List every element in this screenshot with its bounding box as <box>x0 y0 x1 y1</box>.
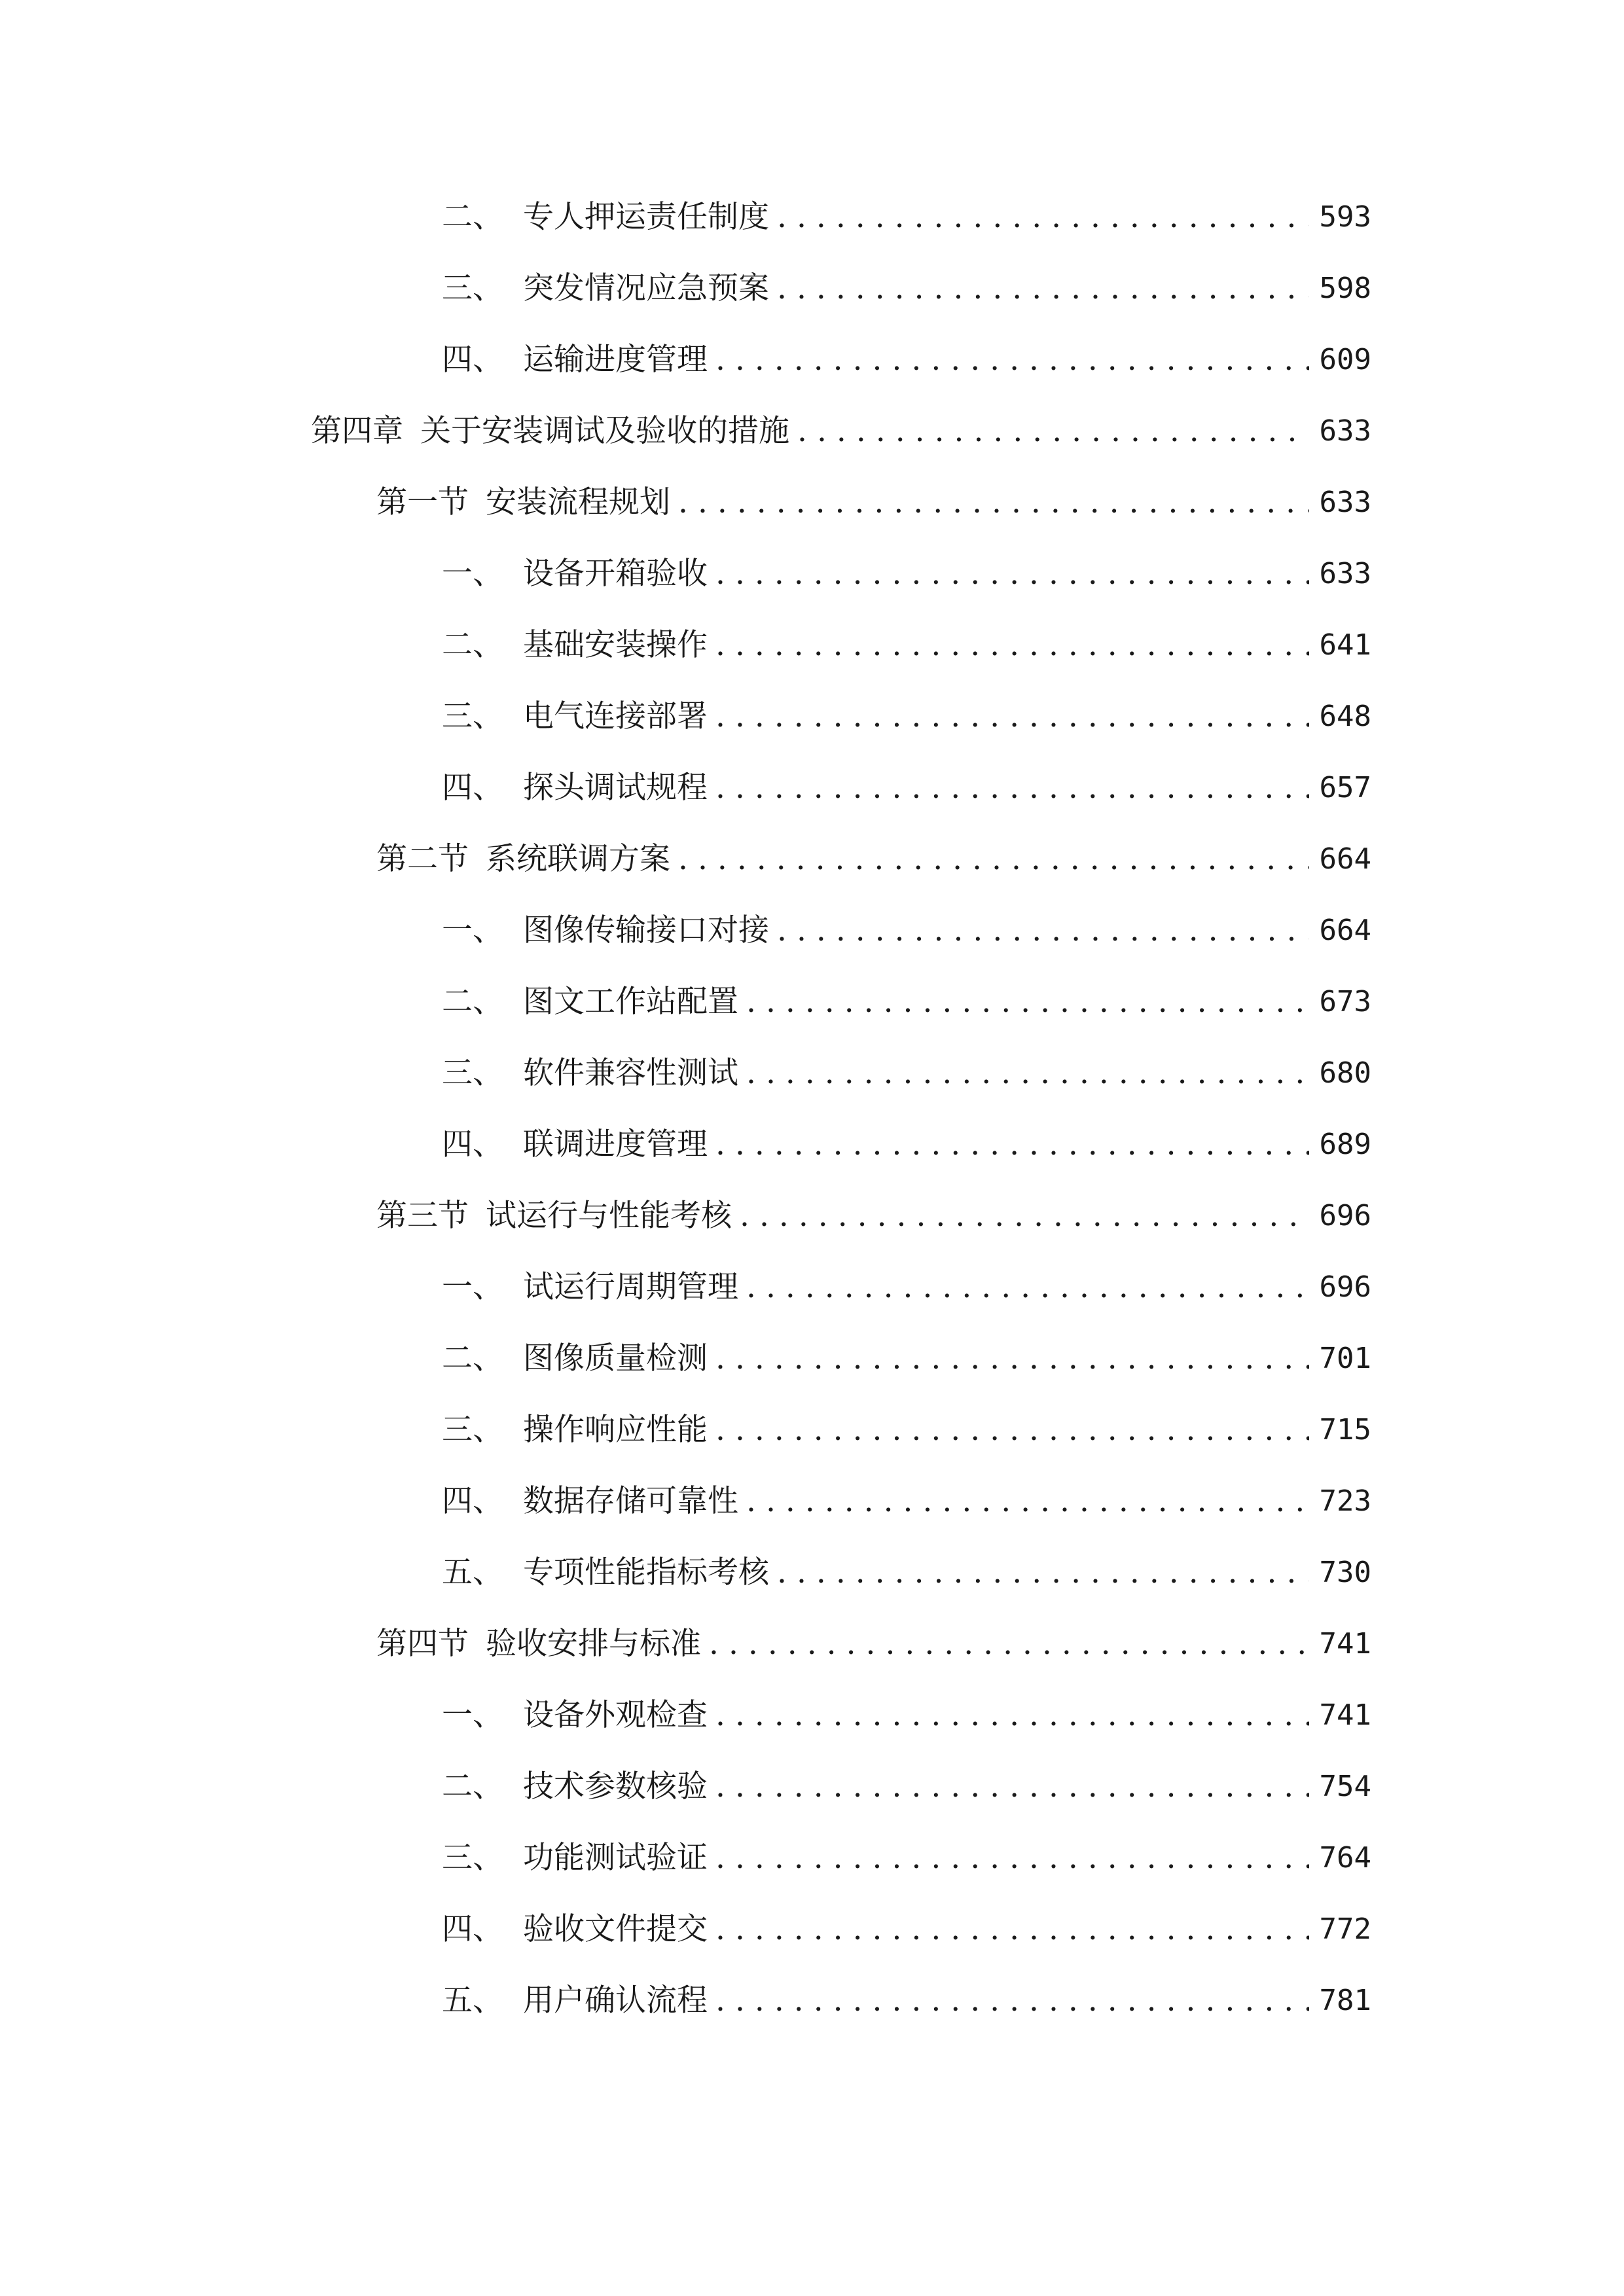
toc-entry-page: 680 <box>1319 1056 1371 1090</box>
toc-entry-page: 772 <box>1319 1912 1371 1946</box>
toc-dot-leader <box>777 191 1309 243</box>
toc-entry-page: 741 <box>1319 1627 1371 1660</box>
toc-entry-number: 三、 <box>442 1412 503 1448</box>
toc-entry-number: 第四章 <box>311 413 403 449</box>
toc-entry-title: 试运行与性能考核 <box>486 1198 732 1234</box>
toc-entry[interactable] <box>442 1404 1371 1456</box>
toc-entry-number: 一、 <box>442 912 503 948</box>
toc-entry[interactable] <box>442 762 1371 814</box>
toc-entry-page: 648 <box>1319 700 1371 733</box>
toc-entry-title: 技术参数核验 <box>523 1768 708 1804</box>
toc-chapter-entry[interactable] <box>311 405 1371 457</box>
toc-entry-title: 图像传输接口对接 <box>523 912 769 948</box>
toc-entry-page: 633 <box>1319 486 1371 519</box>
toc-entry[interactable] <box>442 1333 1371 1385</box>
toc-entry[interactable] <box>442 1689 1371 1742</box>
toc-entry-title: 操作响应性能 <box>523 1412 708 1448</box>
toc-dot-leader <box>715 1404 1309 1456</box>
toc-section-entry[interactable] <box>376 476 1371 529</box>
toc-entry[interactable] <box>442 1547 1371 1599</box>
toc-entry-page: 730 <box>1319 1556 1371 1589</box>
toc-dot-leader <box>715 548 1309 600</box>
toc-entry[interactable] <box>442 619 1371 672</box>
toc-entry-number: 三、 <box>442 270 503 306</box>
toc-entry-title: 安装流程规划 <box>486 484 670 520</box>
toc-entry-title: 联调进度管理 <box>523 1126 708 1162</box>
toc-entry[interactable] <box>442 1261 1371 1314</box>
toc-entry-number: 四、 <box>442 1911 503 1947</box>
toc-entry-page: 633 <box>1319 557 1371 590</box>
toc-dot-leader <box>746 1261 1309 1314</box>
toc-entry-page: 689 <box>1319 1128 1371 1161</box>
toc-dot-leader <box>746 976 1309 1028</box>
toc-entry-title: 验收文件提交 <box>523 1911 708 1947</box>
toc-entry-number: 二、 <box>442 1768 503 1804</box>
toc-dot-leader <box>715 1761 1309 1813</box>
toc-entry-title: 运输进度管理 <box>523 342 708 378</box>
toc-entry-page: 673 <box>1319 985 1371 1018</box>
toc-entry-number: 五、 <box>442 1554 503 1590</box>
toc-entry-title: 探头调试规程 <box>523 770 708 806</box>
toc-dot-leader <box>715 1903 1309 1956</box>
toc-entry-title: 试运行周期管理 <box>523 1269 738 1305</box>
toc-entry-title: 用户确认流程 <box>523 1982 708 2018</box>
toc-entry-page: 593 <box>1319 200 1371 234</box>
toc-entry-number: 一、 <box>442 1697 503 1733</box>
toc-dot-leader <box>715 1119 1309 1171</box>
toc-entry-title: 电气连接部署 <box>523 698 708 734</box>
toc-dot-leader <box>715 1689 1309 1742</box>
toc-entry[interactable] <box>442 191 1371 243</box>
toc-entry-number: 五、 <box>442 1982 503 2018</box>
toc-entry-number: 一、 <box>442 556 503 592</box>
toc-dot-leader <box>715 1333 1309 1385</box>
toc-entry-page: 723 <box>1319 1484 1371 1518</box>
toc-dot-leader <box>715 762 1309 814</box>
toc-entry-title: 专人押运责任制度 <box>523 199 769 235</box>
toc-section-entry[interactable] <box>376 1618 1371 1670</box>
toc-entry-page: 715 <box>1319 1413 1371 1446</box>
toc-entry-page: 633 <box>1319 414 1371 448</box>
toc-entry[interactable] <box>442 1761 1371 1813</box>
toc-entry-number: 三、 <box>442 1055 503 1091</box>
toc-dot-leader <box>777 262 1309 315</box>
toc-entry-title: 突发情况应急预案 <box>523 270 769 306</box>
toc-entry[interactable] <box>442 1047 1371 1100</box>
toc-dot-leader <box>740 1190 1309 1242</box>
toc-entry-page: 641 <box>1319 628 1371 662</box>
toc-entry-page: 754 <box>1319 1770 1371 1803</box>
toc-entry-title: 图文工作站配置 <box>523 984 738 1020</box>
toc-entry-page: 781 <box>1319 1984 1371 2017</box>
toc-entry[interactable] <box>442 1475 1371 1528</box>
toc-entry-number: 一、 <box>442 1269 503 1305</box>
toc-section-entry[interactable] <box>376 833 1371 886</box>
toc-entry-title: 图像质量检测 <box>523 1340 708 1376</box>
toc-entry-title: 验收安排与标准 <box>486 1626 701 1662</box>
toc-dot-leader <box>746 1475 1309 1528</box>
toc-entry-number: 二、 <box>442 1340 503 1376</box>
toc-entry-title: 设备外观检查 <box>523 1697 708 1733</box>
toc-entry[interactable] <box>442 905 1371 957</box>
toc-entry[interactable] <box>442 976 1371 1028</box>
toc-entry-page: 657 <box>1319 771 1371 804</box>
toc-entry-page: 664 <box>1319 914 1371 947</box>
toc-entry-number: 四、 <box>442 342 503 378</box>
toc-entry-title: 功能测试验证 <box>523 1840 708 1876</box>
toc-entry[interactable] <box>442 1903 1371 1956</box>
toc-entry-number: 四、 <box>442 1483 503 1519</box>
toc-dot-leader <box>746 1047 1309 1100</box>
toc-dot-leader <box>715 1975 1309 2027</box>
toc-entry-page: 664 <box>1319 842 1371 876</box>
toc-entry[interactable] <box>442 262 1371 315</box>
toc-entry-title: 基础安装操作 <box>523 627 708 663</box>
toc-entry-number: 三、 <box>442 1840 503 1876</box>
toc-entry-title: 专项性能指标考核 <box>523 1554 769 1590</box>
toc-entry-page: 696 <box>1319 1270 1371 1304</box>
toc-entry[interactable] <box>442 1119 1371 1171</box>
toc-entry-title: 设备开箱验收 <box>523 556 708 592</box>
toc-entry[interactable] <box>442 1975 1371 2027</box>
toc-dot-leader <box>777 905 1309 957</box>
toc-entry-page: 598 <box>1319 272 1371 305</box>
toc-entry-title: 系统联调方案 <box>486 841 670 877</box>
toc-dot-leader <box>777 1547 1309 1599</box>
toc-entry-number: 四、 <box>442 770 503 806</box>
toc-entry[interactable] <box>442 334 1371 386</box>
toc-entry-title: 软件兼容性测试 <box>523 1055 738 1091</box>
toc-entry-number: 三、 <box>442 698 503 734</box>
toc-section-entry[interactable] <box>376 1190 1371 1242</box>
toc-entry-page: 696 <box>1319 1199 1371 1232</box>
toc-dot-leader <box>715 619 1309 672</box>
toc-entry-number: 第三节 <box>376 1198 469 1234</box>
toc-dot-leader <box>678 833 1309 886</box>
toc-entry-number: 四、 <box>442 1126 503 1162</box>
toc-entry-number: 第一节 <box>376 484 469 520</box>
toc-entry-title: 关于安装调试及验收的措施 <box>420 413 789 449</box>
toc-entry[interactable] <box>442 691 1371 743</box>
toc-entry-page: 701 <box>1319 1342 1371 1375</box>
toc-dot-leader <box>797 405 1309 457</box>
toc-entry-page: 764 <box>1319 1841 1371 1874</box>
toc-entry-page: 741 <box>1319 1698 1371 1732</box>
toc-entry-number: 二、 <box>442 984 503 1020</box>
toc-dot-leader <box>709 1618 1309 1670</box>
toc-entry[interactable] <box>442 548 1371 600</box>
toc-entry-title: 数据存储可靠性 <box>523 1483 738 1519</box>
toc-entry-number: 二、 <box>442 199 503 235</box>
toc-dot-leader <box>715 334 1309 386</box>
toc-entry-number: 第二节 <box>376 841 469 877</box>
toc-entry-number: 第四节 <box>376 1626 469 1662</box>
toc-entry[interactable] <box>442 1832 1371 1884</box>
toc-entry-number: 二、 <box>442 627 503 663</box>
toc-dot-leader <box>715 691 1309 743</box>
toc-dot-leader <box>678 476 1309 529</box>
toc-entry-page: 609 <box>1319 343 1371 376</box>
toc-dot-leader <box>715 1832 1309 1884</box>
